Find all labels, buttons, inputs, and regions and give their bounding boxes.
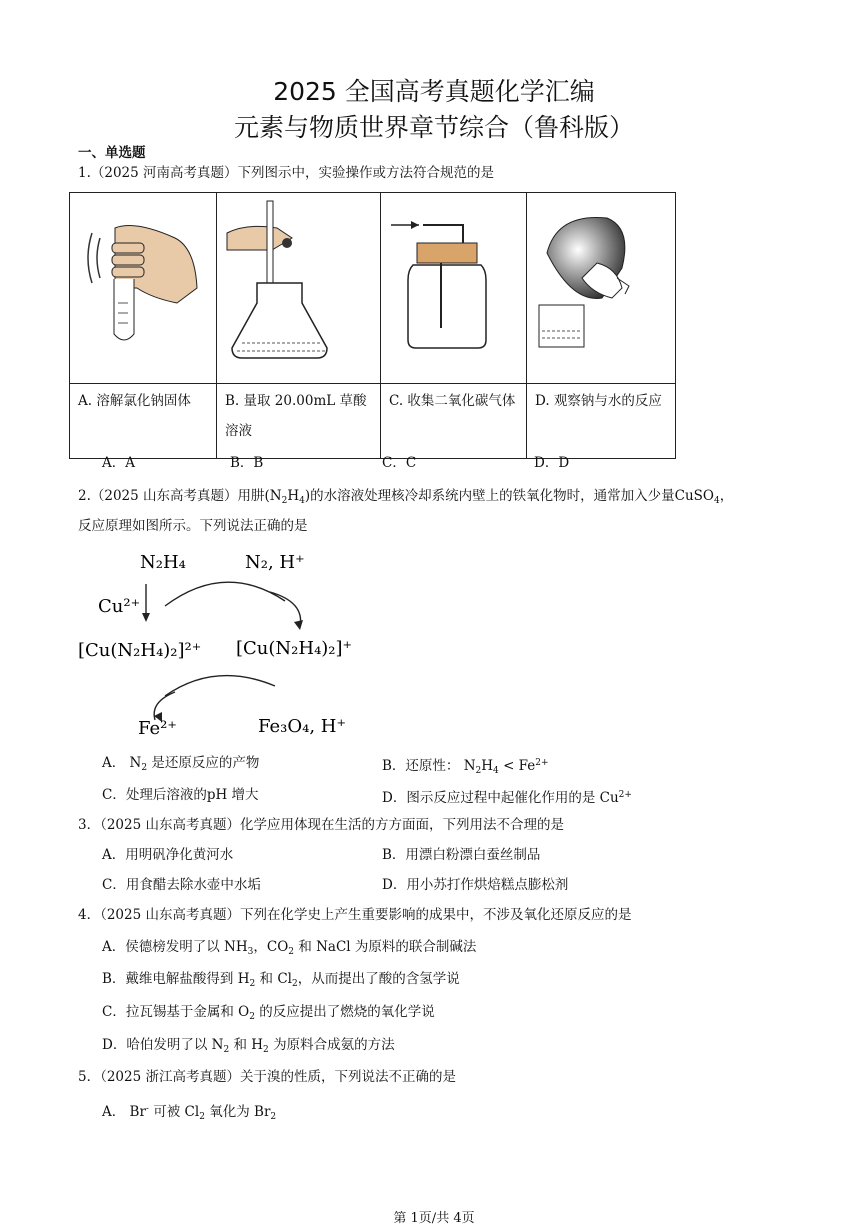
q2-option-c: C．处理后溶液的pH 增大 bbox=[102, 787, 259, 803]
q1-caption-b: B. 量取 20.00mL 草酸溶液 bbox=[217, 384, 381, 459]
q2-option-a: A． $N_2$ 是还原反应的产物 bbox=[102, 755, 260, 773]
q5-stem: 5．（2025 浙江高考真题）关于溴的性质，下列说法不正确的是 bbox=[78, 1069, 456, 1085]
q2-option-b: B．还原性： $N_2H_4 < Fe^{2+}$ bbox=[382, 758, 549, 776]
q4-stem: 4．（2025 山东高考真题）下列在化学史上产生重要影响的成果中，不涉及氧化还原反应的是 bbox=[78, 907, 632, 923]
q1-option-b: B．B bbox=[230, 455, 264, 471]
q2-option-d: D．图示反应过程中起催化作用的是 $Cu^{2+}$ bbox=[382, 790, 632, 806]
q1-image-d bbox=[527, 193, 676, 384]
gas-bottle-icon bbox=[381, 193, 526, 379]
page-footer: 第 1页/共 4页 bbox=[393, 1211, 475, 1226]
pipette-flask-icon bbox=[217, 193, 380, 379]
q1-option-a: A．A bbox=[102, 455, 135, 471]
diagram-complex-2: [Cu(N₂H₄)₂]⁺ bbox=[236, 638, 353, 659]
observer-beaker-icon bbox=[527, 193, 675, 379]
q1-option-d: D．D bbox=[534, 455, 570, 471]
title-line-1: 2025 全国高考真题化学汇编 bbox=[273, 77, 595, 106]
q1-image-a bbox=[70, 193, 217, 384]
q3-option-c: C．用食醋去除水壶中水垢 bbox=[102, 877, 261, 893]
shaking-tube-icon bbox=[70, 193, 216, 379]
q4-option-c: C．拉瓦锡基于金属和 $O_2$ 的反应提出了燃烧的氧化学说 bbox=[102, 1004, 435, 1022]
q2-stem-part-1: 2.（2025 山东高考真题）用肼 bbox=[78, 488, 265, 504]
q2-stem-line-2: 反应原理如图所示。下列说法正确的是 bbox=[78, 518, 308, 534]
q1-caption-c: C. 收集二氧化碳气体 bbox=[381, 384, 527, 459]
diagram-products: N₂, H⁺ bbox=[245, 552, 305, 573]
q4-option-b: B．戴维电解盐酸得到 $H_2$ 和 $Cl_2$，从而提出了酸的含氢学说 bbox=[102, 971, 460, 989]
q2-stem-line-1: 2.（2025 山东高考真题）用肼$(N_2H_4)$的水溶液处理核冷却系统内壁上的铁氧化物时，通常加入少量CuSO$_4$， bbox=[78, 488, 734, 506]
diagram-n2h4: N₂H₄ bbox=[140, 552, 186, 573]
diagram-fe3o4: Fe₃O₄, H⁺ bbox=[258, 716, 346, 737]
section-heading: 一、单选题 bbox=[78, 145, 146, 161]
q1-caption-d: D. 观察钠与水的反应 bbox=[527, 384, 676, 459]
diagram-cu2: Cu²⁺ bbox=[98, 596, 141, 617]
q3-option-a: A．用明矾净化黄河水 bbox=[102, 847, 234, 863]
q3-stem: 3．（2025 山东高考真题）化学应用体现在生活的方方面面，下列用法不合理的是 bbox=[78, 817, 564, 833]
title-line-2: 元素与物质世界章节综合（鲁科版） bbox=[233, 113, 634, 142]
q3-option-d: D．用小苏打作烘焙糕点膨松剂 bbox=[382, 877, 569, 893]
q1-stem: 1.（2025 河南高考真题）下列图示中，实验操作或方法符合规范的是 bbox=[78, 165, 495, 181]
q1-caption-a: A. 溶解氯化钠固体 bbox=[70, 384, 217, 459]
q1-figure-table bbox=[69, 192, 676, 459]
q2-stem-part-2: 的水溶液处理核冷却系统内壁上的铁氧化物时，通常加入少量 bbox=[310, 488, 675, 504]
q1-image-b bbox=[217, 193, 381, 384]
diagram-complex-1: [Cu(N₂H₄)₂]²⁺ bbox=[78, 640, 202, 661]
q4-option-d: D．哈伯发明了以 $N_2$ 和 $H_2$ 为原料合成氨的方法 bbox=[102, 1037, 395, 1055]
diagram-fe2: Fe²⁺ bbox=[138, 718, 177, 739]
q4-option-a: A．侯德榜发明了以 $NH_3$，$CO_2$ 和 NaCl 为原料的联合制碱法 bbox=[102, 939, 477, 957]
q1-option-c: C．C bbox=[382, 455, 417, 471]
q2-reaction-diagram bbox=[70, 544, 370, 744]
q5-option-a: A． Br- 可被 $Cl_2$ 氧化为 $Br_2$ bbox=[102, 1104, 277, 1122]
q3-option-b: B．用漂白粉漂白蚕丝制品 bbox=[382, 847, 541, 863]
q1-image-c bbox=[381, 193, 527, 384]
